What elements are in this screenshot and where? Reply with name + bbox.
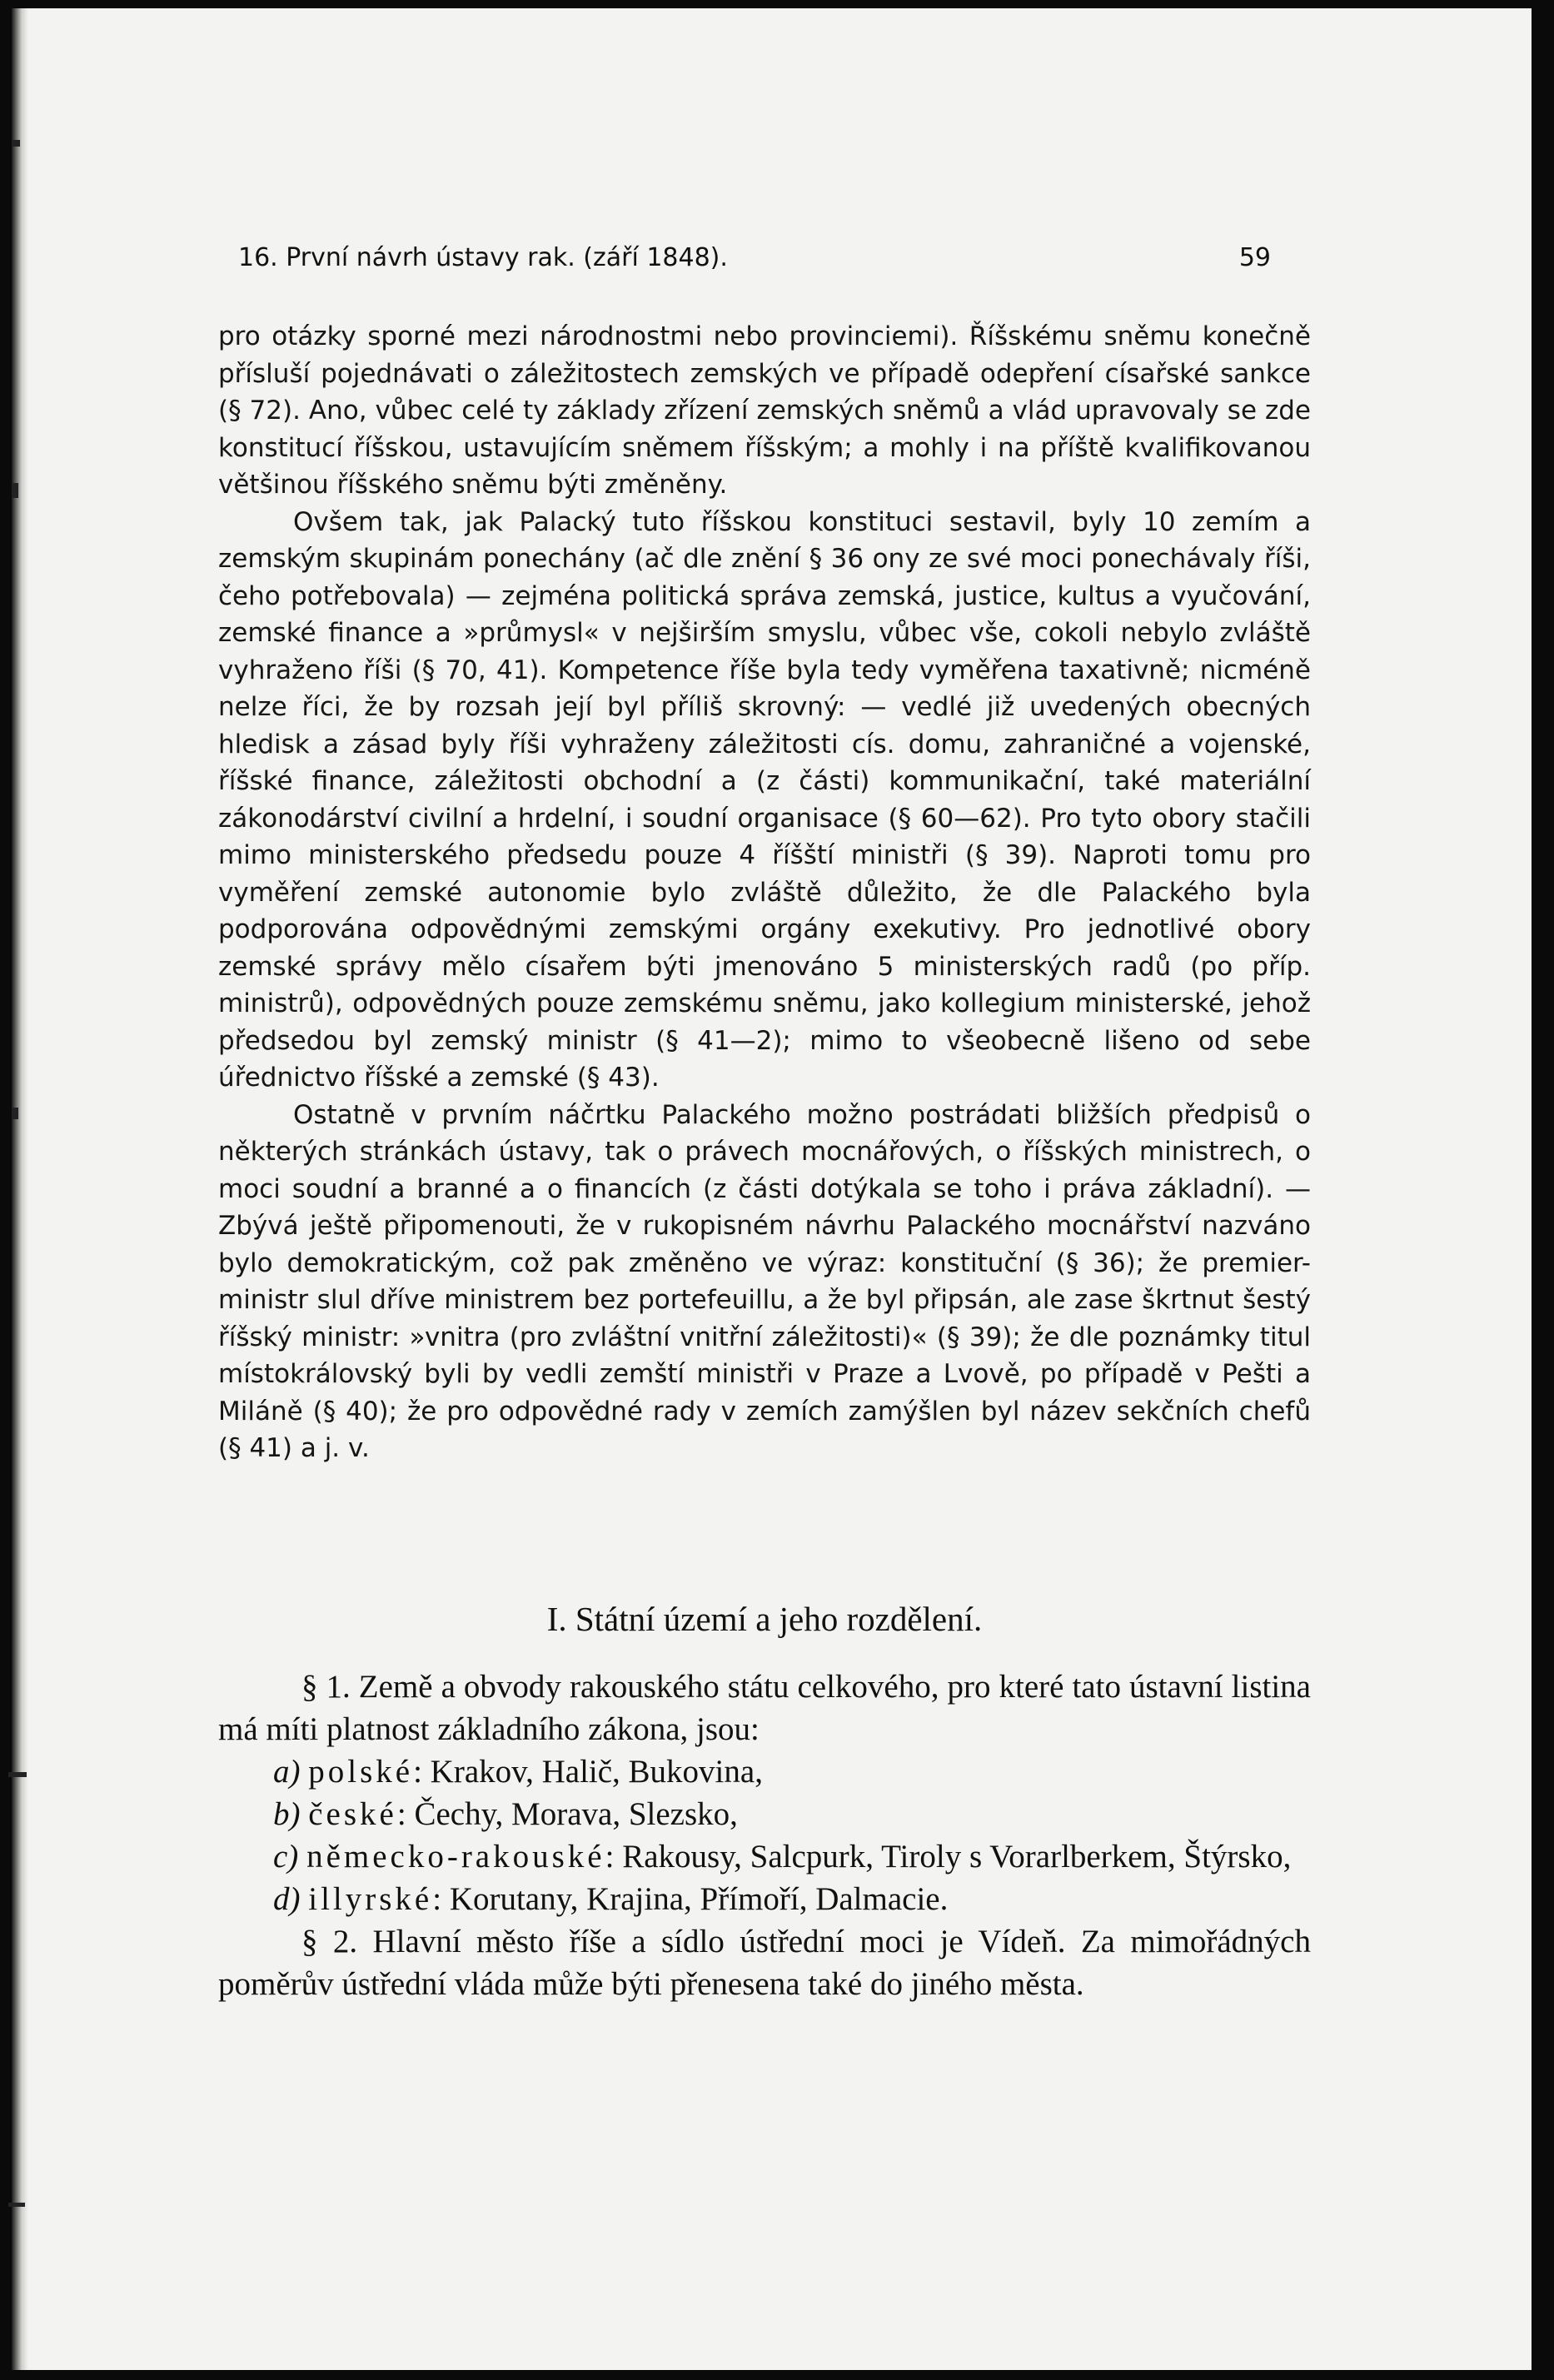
- item-term: německo-rakouské: [306, 1839, 605, 1875]
- page-binding-edge: [12, 8, 28, 2370]
- item-text: : Krakov, Halič, Bukovina,: [413, 1754, 763, 1790]
- paragraph: pro otázky sporné mezi národnostmi nebo provinciemi). Říšskému sněmu konečně přísluší pojednávati o záležitostech zemských ve případě odepření císařské sankce (§ 72). Ano, vůbec celé ty základy zřízení zemských sněmů a vlád upravovaly se zde konstitucí říšskou, ustavujícím sněmem říšským; a mohly i na příště kvalifikovanou většinou říšského sněmu býti změněny.: [218, 321, 1311, 500]
- scan-mark: [8, 2203, 25, 2207]
- item-text: : Korutany, Krajina, Přímoří, Dalmacie.: [432, 1881, 949, 1917]
- list-item: [218, 1750, 1311, 1793]
- commentary-text: [218, 318, 1311, 1467]
- scan-mark: [12, 1108, 18, 1119]
- item-text: : Čechy, Morava, Slezsko,: [396, 1796, 738, 1832]
- item-letter: d): [273, 1881, 301, 1917]
- item-term: polské: [308, 1754, 414, 1790]
- law-paragraph-1: § 1. Země a obvody rakouského státu celkového, pro které tato ústavní listina má míti platnost základního zákona, jsou:: [218, 1669, 1311, 1747]
- scan-mark: [12, 483, 18, 498]
- law-text: [218, 1666, 1311, 2005]
- page-number: 59: [1238, 243, 1271, 272]
- item-term: české: [308, 1796, 397, 1832]
- item-text: : Rakousy, Salcpurk, Tiroly s Vorarlberkem, Štýrsko,: [605, 1839, 1292, 1875]
- paragraph: Ovšem tak, jak Palacký tuto říšskou konstituci sestavil, byly 10 zemím a zemským skupinám ponechány (ač dle znění § 36 ony ze své moci ponechávaly říši, čeho potřebovala) — zejména politická správa zemská, justice, kultus a vyučování, zemské finance a »průmysl« v nejširším smyslu, vůbec vše, cokoli nebylo zvláště vyhraženo říši (§ 70, 41). Kompetence říše byla tedy vyměřena taxativně; nicméně nelze říci, že by rozsah její byl příliš skrovný: — vedlé již uvedených obecných hledisk a zásad byly říši vyhraženy záležitosti cís. domu, zahraničné a vojenské, říšské finance, záležitosti obchodní a (z části) kommunikační, také materiální zákonodárství civilní a hrdelní, i soudní organisace (§ 60—62). Pro tyto obory stačili mimo ministerského předsedu pouze 4 říšští ministři (§ 39). Naproti tomu pro vyměření zemské autonomie bylo zvláště důležito, že dle Palackého byla podporována odpovědnými zemskými orgány exekutivy. Pro jednotlivé obory zemské správy mělo císařem býti jmenováno 5 ministerských radů (po příp. ministrů), odpovědných pouze zemskému sněmu, jako kollegium ministerské, jehož předsedou byl zemský ministr (§ 41—2); mimo to všeobecně lišeno od sebe úřednictvo říšské a zemské (§ 43).: [218, 506, 1311, 1093]
- law-paragraph-2: § 2. Hlavní město říše a sídlo ústřední moci je Vídeň. Za mimořádných poměrův ústřední vláda může býti přenesena také do jiného města.: [218, 1924, 1311, 2002]
- running-header: [238, 243, 1271, 285]
- header-title: 16. První návrh ústavy rak. (září 1848).: [238, 243, 728, 272]
- scan-mark: [12, 140, 20, 147]
- item-letter: b): [273, 1796, 301, 1832]
- item-letter: a): [273, 1754, 301, 1790]
- list-item: [218, 1793, 1311, 1835]
- item-term: illyrské: [308, 1881, 433, 1917]
- paragraph: Ostatně v prvním náčrtku Palackého možno postrádati bližších předpisů o některých stránkách ústavy, tak o právech mocnářových, o říšských ministrech, o moci soudní a branné a o financích (z části dotýkala se toho i práva základní). — Zbývá ještě připomenouti, že v rukopisném návrhu Palackého mocnářství nazváno bylo demokratickým, což pak změněno ve výraz: konstituční (§ 36); že premier-ministr slul dříve ministrem bez portefeuillu, a že byl připsán, ale zase škrtnut šestý říšský ministr: »vnitra (pro zvláštní vnitřní záležitosti)« (§ 39); že dle poznámky titul místokrálovský byli by vedli zemští ministři v Praze a Lvově, po případě v Pešti a Miláně (§ 40); že pro odpovědné rady v zemích zamýšlen byl název sekčních chefů (§ 41) a j. v.: [218, 1099, 1311, 1463]
- list-item: [218, 1878, 1311, 1920]
- scan-mark: [8, 1772, 27, 1777]
- list-item: [218, 1835, 1311, 1878]
- section-title: I. Státní území a jeho rozdělení.: [546, 1600, 983, 1638]
- item-letter: c): [273, 1839, 299, 1875]
